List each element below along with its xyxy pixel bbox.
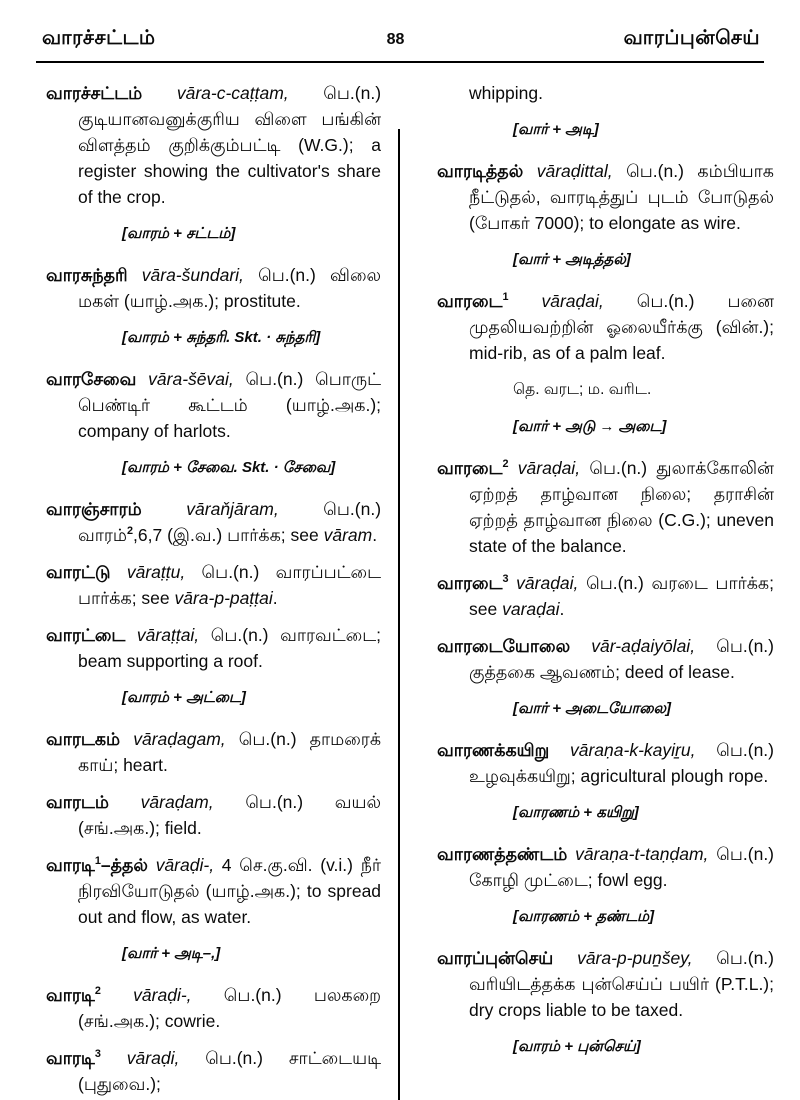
column-divider [398,129,400,1100]
sense-number: 3 [94,1048,101,1061]
etymology-line: [வாரணம் + கயிறு] [513,804,639,821]
transliteration: varaḍai [502,599,560,619]
definition-text: ,6,7 (இ.வ.) பார்க்க; see [133,525,324,545]
definition-text: பெ.(n.) வரியிடத்தக்க புன்செய்ப் பயிர் (P.T.L.); dry crops liable to be taxed. [469,948,774,1020]
etymology-line: [வாரணம் + தண்டம்] [513,908,655,925]
headword: வாரடகம் [46,729,134,749]
etymology-line: [வார் + அடையோலை] [513,700,671,717]
dictionary-entry [46,559,381,611]
page-header [0,0,800,52]
definition-text: பெ.(n.) உழவுக்கயிறு; agricultural plough rope. [469,740,774,786]
transliteration: vāraṭṭu, [126,562,202,582]
dictionary-entry [437,570,774,622]
transliteration: vāraḍagam, [133,729,239,749]
sense-number: 3 [502,573,509,586]
dictionary-entry [437,633,774,685]
transliteration: vāraḍai, [508,573,587,593]
headword: வாரச்சட்டம் [46,83,177,103]
definition-text: பெ.(n.) சாட்டையடி (புதுவை.); [78,1048,382,1094]
etymology-line: [வாரம் + புன்செய்] [513,1038,641,1055]
definition-text: பெ.(n.) தாமரைக் காய்; heart. [78,729,382,775]
sense-number: 1 [502,291,509,304]
dictionary-entry [437,841,774,893]
transliteration: vāra-šundari, [141,265,259,285]
definition-text: பெ.(n.) பனை முதலியவற்றின் ஓலையீர்க்கு (வின்.); mid-rib, as of a palm leaf. [469,291,775,363]
definition-text: பெ.(n.) வயல் (சங்.அக.); field. [78,792,382,838]
headword: வாரடை [437,573,503,593]
sense-number: 2 [127,525,134,538]
etymology-line: [வாரம் + சுந்தரி. Skt. · சுந்தரி] [122,329,321,346]
definition-text: 4 செ.கு.வி. (v.i.) நீர் நிரவியோடுதல் (யாழ்.அக.); to spread out and flow, as water. [78,855,382,927]
transliteration: vāra-p-paṭṭai [174,588,273,608]
etymology-line: [வாரம் + அட்டை] [122,689,246,706]
headword: வாரசேவை [46,369,149,389]
headword: வாரடம் [46,792,141,812]
definition-text: பெ.(n.) வாரப்பட்டை பார்க்க; see [78,562,382,608]
dictionary-entry [46,852,381,930]
dictionary-entry [46,982,381,1034]
definition-text: . [559,599,565,619]
header-left-keyword: வாரச்சட்டம் [42,27,156,49]
headword: வாரடையோலை [437,636,592,656]
headword: வாரணக்கயிறு [437,740,570,760]
sense-number: 1 [94,855,101,868]
transliteration: vāraḍittal, [536,161,627,181]
definition-text: பெ.(n.) கம்பியாக நீட்டுதல், வாரடித்துப் புடம் போடுதல் (போகர் 7000); to elongate as wire. [469,161,774,233]
headword: –த்தல் [100,855,156,875]
transliteration: vāraṭṭai, [136,625,211,645]
etymology-line: [வார் + அடி–,] [122,945,221,962]
definition-text: பெ.(n.) பொருட் பெண்டிர் கூட்டம் (யாழ்.அக.); company of harlots. [78,369,382,441]
transliteration: vāraḍam, [140,792,246,812]
headword: வாரடி [46,1048,95,1068]
dictionary-entry [46,789,381,841]
transliteration: vāraḍai, [508,291,637,311]
headword: வாரடி [46,985,95,1005]
transliteration: vāram [323,525,373,545]
dictionary-entry [437,455,774,559]
headword: வாரட்டை [46,625,137,645]
transliteration: vāraḍi-, [155,855,222,875]
header-right-keyword: வாரப்புன்செய் [623,27,760,49]
definition-text: பெ.(n.) குத்தகை ஆவணம்; deed of lease. [469,636,774,682]
dictionary-entry [46,80,381,210]
dictionary-entry [46,366,381,444]
dictionary-entry [46,1045,381,1097]
headword: வாரடை [437,458,503,478]
etymology-line: [வார் + அடித்தல்] [513,251,631,268]
definition-text: பெ.(n.) குடியானவனுக்குரிய விளை பங்கின் விளத்தம் குறிக்கும்பட்டி (W.G.); a register showing the cultivator's share of the crop. [78,83,382,207]
dictionary-entry [46,262,381,314]
continuation-line: whipping. [469,83,543,103]
headword: வாரடி [46,855,95,875]
right-column [437,80,774,1100]
transliteration: vāraḍai, [508,458,590,478]
headword: வாரட்டு [46,562,127,582]
definition-text: . [272,588,278,608]
definition-text: பெ.(n.) துலாக்கோலின் ஏற்றத் தாழ்வான நிலை; தராசின் ஏற்றத் தாழ்வான நிலை (C.G.); uneven state of the balance. [469,458,775,556]
transliteration: vāraḍi, [100,1048,206,1068]
definition-text: பெ.(n.) வாரவட்டை; beam supporting a roof. [78,625,382,671]
dictionary-entry [437,288,774,366]
dictionary-entry [46,622,381,674]
sense-number: 2 [502,458,509,471]
etymology-line: [வாரம் + சட்டம்] [122,225,236,242]
columns-container [0,63,800,1100]
transliteration: vāraṇa-k-kayiṟu, [570,740,717,760]
transliteration: vāraḍi-, [100,985,224,1005]
definition-text: பெ.(n.) வாரம் [78,499,382,545]
dictionary-entry [437,158,774,236]
sense-number: 2 [94,985,101,998]
dictionary-entry [437,945,774,1023]
page-number: 88 [386,31,405,48]
transliteration: vāra-šēvai, [148,369,246,389]
cognate-line: தெ. வரட; ம. வரிட. [513,381,652,398]
etymology-line: [வார் + அடி] [513,121,599,138]
transliteration: vār-aḍaiyōlai, [591,636,717,656]
etymology-line: [வாரம் + சேவை. Skt. · சேவை] [122,459,336,476]
headword: வாரசுந்தரி [46,265,142,285]
left-column [46,80,381,1100]
etymology-line: [வார் + அடு → அடை] [513,418,667,435]
headword: வாரணத்தண்டம் [437,844,576,864]
definition-text: பெ.(n.) கோழி முட்டை; fowl egg. [469,844,775,890]
dictionary-entry [437,737,774,789]
transliteration: vāraňjāram, [186,499,324,519]
dictionary-entry [46,496,381,548]
transliteration: vāra-p-puṉšey, [577,948,717,968]
dictionary-entry [46,726,381,778]
headword: வாரஞ்சாரம் [46,499,187,519]
headword: வாரடித்தல் [437,161,537,181]
definition-text: . [372,525,378,545]
transliteration: vāra-c-caṭṭam, [176,83,324,103]
headword: வாரப்புன்செய் [437,948,578,968]
definition-text: பெ.(n.) விலை மகள் (யாழ்.அக.); prostitute. [78,265,382,311]
definition-text: பெ.(n.) வரடை பார்க்க; see [469,573,774,619]
definition-text: பெ.(n.) பலகறை (சங்.அக.); cowrie. [78,985,382,1031]
transliteration: vāraṇa-t-taṇḍam, [575,844,717,864]
headword: வாரடை [437,291,503,311]
